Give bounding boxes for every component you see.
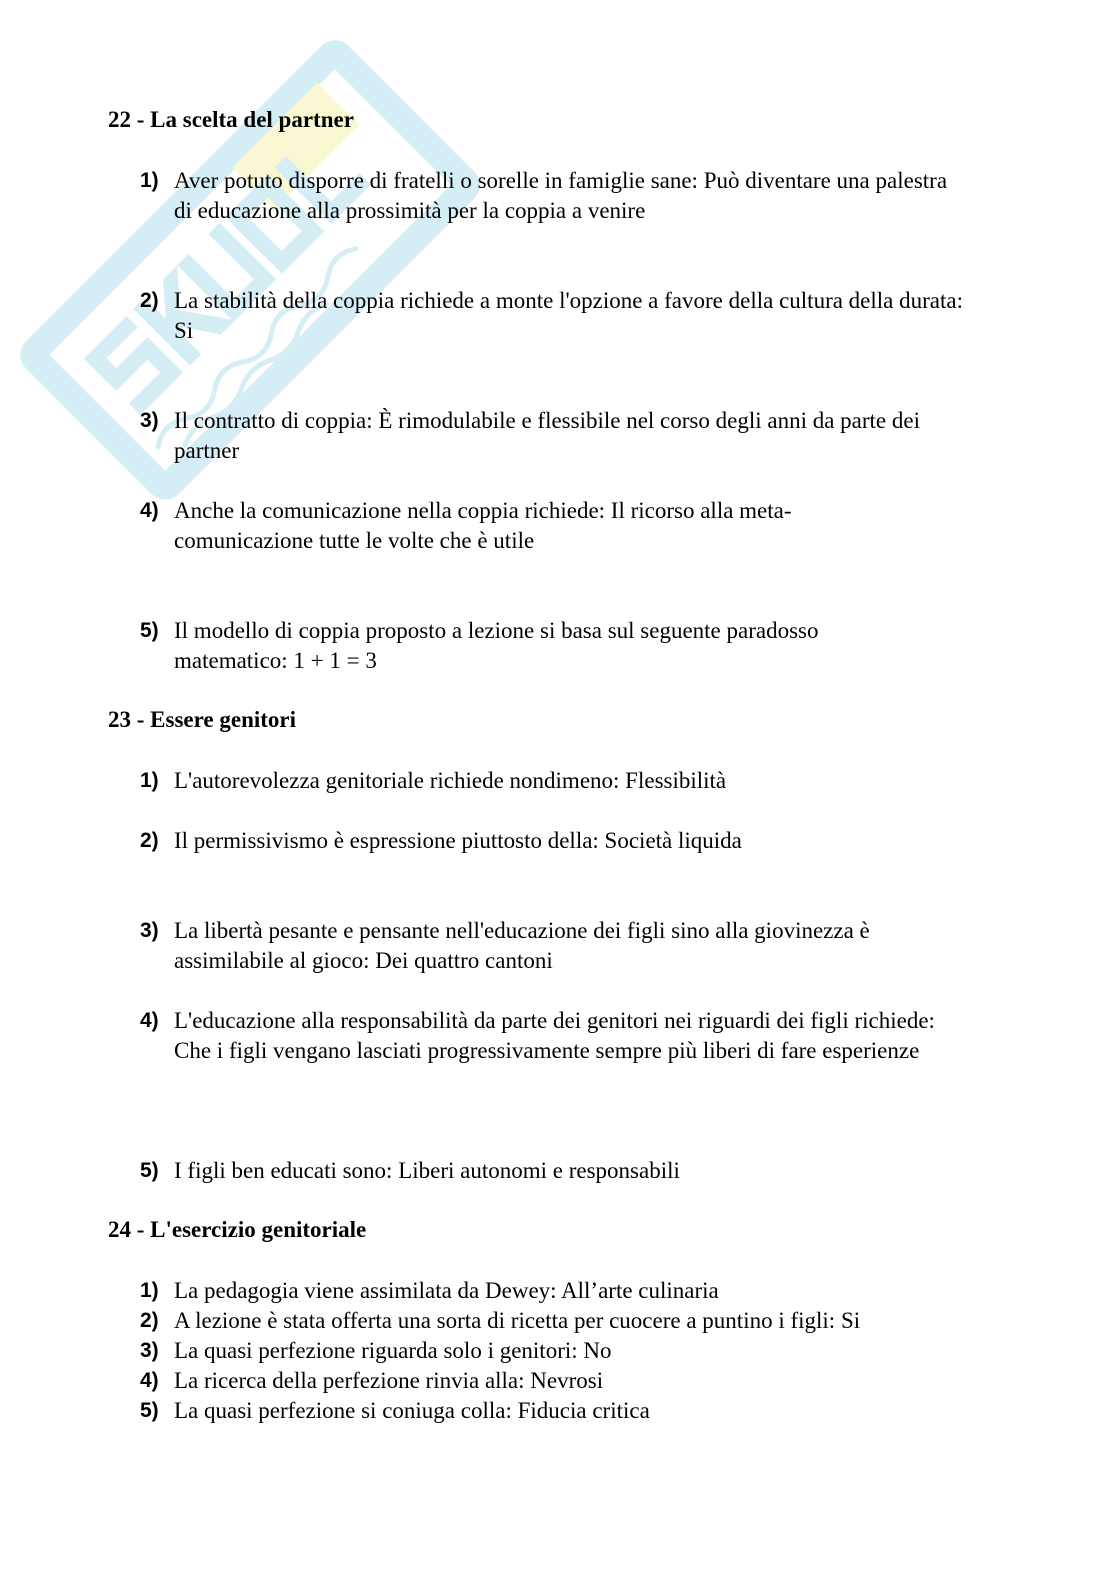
item-text: Aver potuto disporre di fratelli o sorelle in famiglie sane: Può diventare una palestra di educazione alla prossimità per la coppia a venire <box>174 168 948 223</box>
item-text: La pedagogia viene assimilata da Dewey: All’arte culinaria <box>174 1278 719 1303</box>
item-text: A lezione è stata offerta una sorta di ricetta per cuocere a puntino i figli: Si <box>174 1308 861 1333</box>
question-item <box>140 826 970 856</box>
item-number: 2) <box>140 289 159 312</box>
item-number: 5) <box>140 619 159 642</box>
question-item <box>140 166 970 226</box>
question-item <box>140 766 970 796</box>
question-item <box>140 916 970 976</box>
item-text: La quasi perfezione riguarda solo i genitori: No <box>174 1338 612 1363</box>
question-item <box>140 1156 970 1186</box>
item-number: 3) <box>140 409 159 432</box>
item-text: Il permissivismo è espressione piuttosto della: Società liquida <box>174 828 742 853</box>
question-item <box>140 1366 970 1396</box>
question-item <box>140 496 840 556</box>
item-number: 2) <box>140 1309 159 1332</box>
item-number: 5) <box>140 1399 159 1422</box>
item-text: L'autorevolezza genitoriale richiede nondimeno: Flessibilità <box>174 768 727 793</box>
item-text: La stabilità della coppia richiede a monte l'opzione a favore della cultura della durata: Si <box>174 288 963 343</box>
item-number: 4) <box>140 1009 159 1032</box>
item-number: 4) <box>140 1369 159 1392</box>
item-text: I figli ben educati sono: Liberi autonomi e responsabili <box>174 1158 680 1183</box>
item-number: 1) <box>140 169 159 192</box>
item-number: 4) <box>140 499 159 522</box>
question-item <box>140 616 840 676</box>
item-text: Il modello di coppia proposto a lezione si basa sul seguente paradosso matematico: 1 + 1 = 3 <box>174 618 819 673</box>
item-text: La ricerca della perfezione rinvia alla: Nevrosi <box>174 1368 604 1393</box>
question-item <box>140 406 970 466</box>
question-item <box>140 1306 970 1336</box>
section-title-24: 24 - L'esercizio genitoriale <box>108 1217 367 1242</box>
item-number: 2) <box>140 829 159 852</box>
item-text: Anche la comunicazione nella coppia richiede: Il ricorso alla meta- comunicazione tutte le volte che è utile <box>174 498 792 553</box>
item-text: L'educazione alla responsabilità da parte dei genitori nei riguardi dei figli richiede: Che i figli vengano lasciati progressivamente sempre più liberi di fare esperienze <box>174 1008 935 1063</box>
item-text: La quasi perfezione si coniuga colla: Fiducia critica <box>174 1398 650 1423</box>
item-number: 3) <box>140 1339 159 1362</box>
item-number: 3) <box>140 919 159 942</box>
item-number: 5) <box>140 1159 159 1182</box>
question-item <box>140 1336 970 1366</box>
item-number: 1) <box>140 1279 159 1302</box>
item-text: Il contratto di coppia: È rimodulabile e flessibile nel corso degli anni da parte dei partner <box>174 408 920 463</box>
section-title-23: 23 - Essere genitori <box>108 707 297 732</box>
question-item <box>140 286 970 346</box>
question-item <box>140 1006 970 1066</box>
item-number: 1) <box>140 769 159 792</box>
question-item <box>140 1396 970 1426</box>
item-text: La libertà pesante e pensante nell'educazione dei figli sino alla giovinezza è assimilabile al gioco: Dei quattro cantoni <box>174 918 870 973</box>
section-title-22: 22 - La scelta del partner <box>108 107 354 132</box>
question-item <box>140 1276 970 1306</box>
